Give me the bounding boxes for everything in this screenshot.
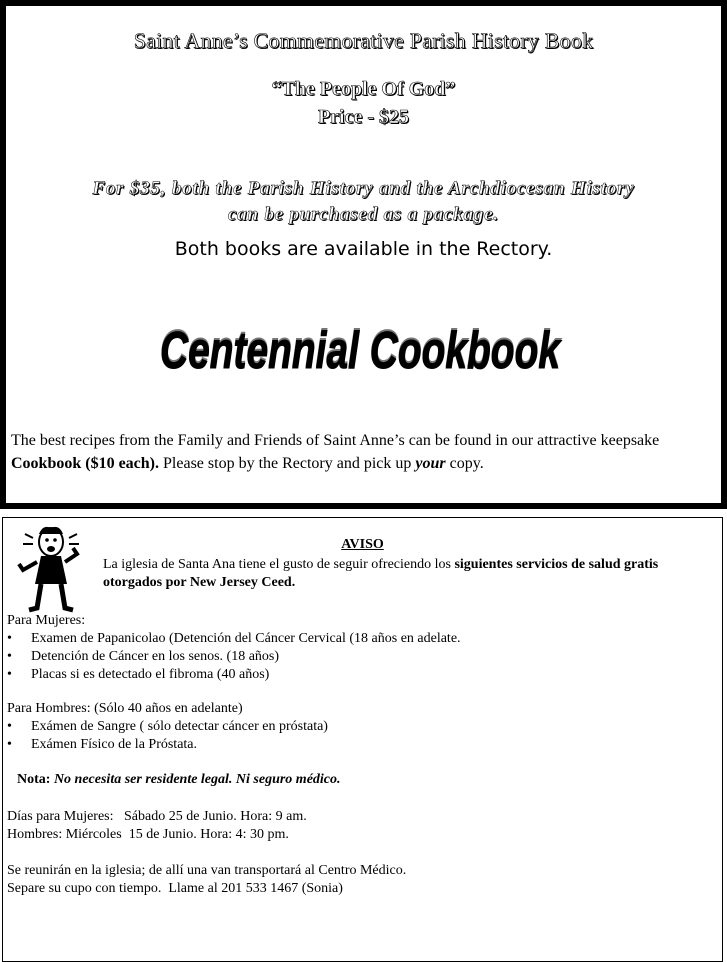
recipes-text-3: copy.	[445, 455, 484, 472]
intro-text: La iglesia de Santa Ana tiene el gusto de seguir ofreciendo los	[103, 557, 455, 572]
logistics-section	[7, 862, 707, 898]
package-offer-line1: For $35, both the Parish History and the Archdiocesan History	[92, 178, 635, 199]
schedule-women: Días para Mujeres: Sábado 25 de Junio. Hora: 9 am.	[7, 809, 307, 824]
note-text: No necesita ser residente legal. Ni seguro médico.	[50, 772, 341, 787]
recipes-text-2: Please stop by the Rectory and pick up	[159, 455, 416, 472]
recipes-your: your	[415, 455, 446, 472]
cookbook-price: Cookbook ($10 each).	[11, 455, 160, 472]
transport-info: Se reunirán en la iglesia; de allí una van transportará al Centro Médico.	[7, 863, 407, 878]
list-item: • Placas si es detectado el fibroma (40 años)	[7, 666, 707, 684]
intro-services: siguientes servicios de salud gratis otorgados por New Jersey Ceed.	[103, 557, 659, 590]
list-item: • Exámen de Sangre ( sólo detectar cáncer en próstata)	[7, 718, 707, 736]
men-section	[7, 700, 707, 754]
list-item: • Examen de Papanicolao (Detención del Cáncer Cervical (18 años en adelate.	[7, 630, 707, 648]
schedule-men: Hombres: Miércoles 15 de Junio. Hora: 4: 30 pm.	[7, 827, 289, 842]
book-price: Price - $25	[317, 106, 410, 128]
cookbook-wordart	[146, 306, 576, 396]
list-item: • Detención de Cáncer en los senos. (18 años)	[7, 648, 707, 666]
cookbook-heading: Centennial Cookbook	[160, 322, 563, 380]
contact-info: Separe su cupo con tiempo. Llame al 201 533 1467 (Sonia)	[7, 881, 343, 896]
list-item: • Exámen Físico de la Próstata.	[7, 736, 707, 754]
cookbook-heading-shadow: Centennial Cookbook	[160, 320, 563, 378]
women-section	[7, 612, 707, 684]
availability-note: Both books are available in the Rectory.	[174, 238, 553, 260]
aviso-intro	[103, 556, 693, 592]
note-label: Nota:	[17, 772, 51, 787]
schedule-section	[7, 808, 707, 844]
men-heading: Para Hombres:	[7, 701, 91, 716]
package-offer	[6, 176, 721, 228]
men-services-list	[7, 718, 707, 754]
aviso-notice	[2, 517, 723, 962]
women-heading: Para Mujeres:	[7, 613, 86, 628]
note-line	[17, 771, 717, 789]
package-offer-line2: can be purchased as a package.	[228, 204, 499, 225]
women-services-list	[7, 630, 707, 684]
history-book-title: Saint Anne’s Commemorative Parish History Book	[133, 28, 594, 53]
cookbook-description	[11, 429, 711, 475]
men-heading-line	[7, 700, 707, 718]
men-age-note: (Sólo 40 años en adelante)	[90, 701, 243, 716]
book-subtitle: “The People Of God”	[271, 78, 456, 100]
aviso-title: AVISO	[341, 537, 384, 552]
recipes-text-1: The best recipes from the Family and Friends of Saint Anne’s can be found in our attractive keepsake	[11, 432, 660, 449]
